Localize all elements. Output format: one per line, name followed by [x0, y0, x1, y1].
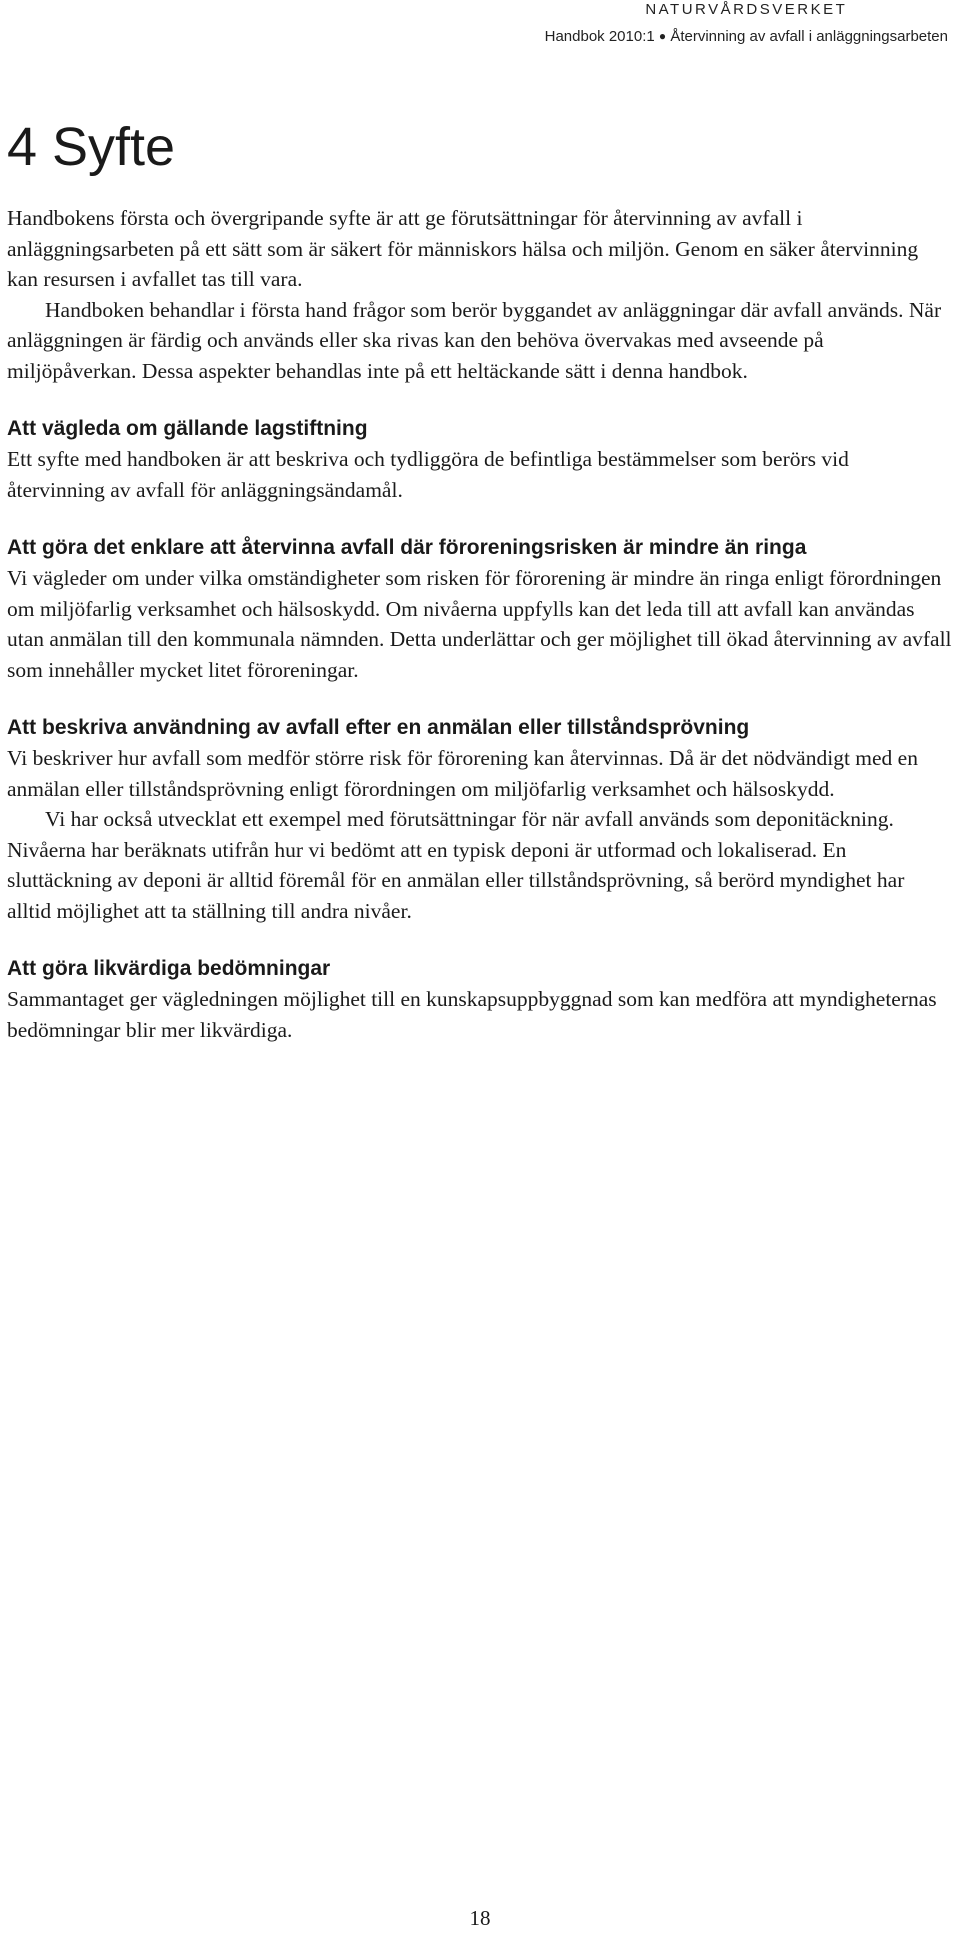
- section-paragraph: Vi vägleder om under vilka omständigheter som risken för förorening är mindre än ringa enligt förordningen om miljöfarlig verksamhet och hälsoskydd. Om nivåerna uppfylls kan det leda till att avfall kan användas utan anmälan till den kommunala nämnden. Detta underlättar och ger möjlighet till ökad återvinning av avfall som innehåller mycket litet föroreningar.: [7, 566, 952, 682]
- page-number: 18: [469, 1906, 491, 1930]
- section-heading-low-risk: Att göra det enklare att återvinna avfall där föroreningsrisken är mindre än ringa: [7, 536, 807, 560]
- bullet-separator: ●: [658, 29, 667, 43]
- section-heading-equivalent-assessments: Att göra likvärdiga bedömningar: [7, 957, 331, 981]
- handbook-reference: [545, 28, 948, 45]
- section-heading-legislation: Att vägleda om gällande lagstiftning: [7, 417, 368, 441]
- section-paragraph: Ett syfte med handboken är att beskriva och tydliggöra de befintliga bestämmelser som berörs vid återvinning av avfall för anläggningsändamål.: [7, 447, 849, 502]
- publisher-name: NATURVÅRDSVERKET: [645, 1, 848, 18]
- section-paragraph: Sammantaget ger vägledningen möjlighet till en kunskapsuppbyggnad som kan medföra att myndigheternas bedömningar blir mer likvärdiga.: [7, 987, 937, 1042]
- chapter-title: 4 Syfte: [7, 117, 176, 177]
- intro-paragraph: Handbokens första och övergripande syfte är att ge förutsättningar för återvinning av avfall i anläggningsarbeten på ett sätt som är säkert för människors hälsa och miljön. Genom en säker återvinning kan resursen i avfallet tas till vara.: [7, 206, 919, 292]
- section-paragraph: Vi beskriver hur avfall som medför större risk för förorening kan återvinnas. Då är det nödvändigt med en anmälan eller tillståndsprövning enligt förordningen om miljöfarlig verksamhet och hälsoskydd.: [7, 746, 918, 801]
- handbook-subject: Återvinning av avfall i anläggningsarbeten: [670, 28, 948, 45]
- page-content: [7, 118, 952, 1045]
- section-paragraph: Vi har också utvecklat ett exempel med förutsättningar för när avfall används som deponitäckning. Nivåerna har beräknats utifrån hur vi bedömt att en typisk deponi är utformad och lokaliserad. En sluttäckning av deponi är alltid föremål för en anmälan eller tillståndsprövning, så berörd myndighet har alltid möjlighet att ta ställning till andra nivåer.: [7, 807, 905, 923]
- handbook-number: Handbok 2010:1: [544, 28, 655, 45]
- running-header: [545, 0, 948, 45]
- section-heading-permit: Att beskriva användning av avfall efter en anmälan eller tillståndsprövning: [7, 716, 750, 740]
- intro-paragraph: Handboken behandlar i första hand frågor som berör byggandet av anläggningar där avfall används. När anläggningen är färdig och används eller ska rivas kan den behöva övervakas med avseende på miljöpåverkan. Dessa aspekter behandlas inte på ett heltäckande sätt i denna handbok.: [7, 297, 942, 383]
